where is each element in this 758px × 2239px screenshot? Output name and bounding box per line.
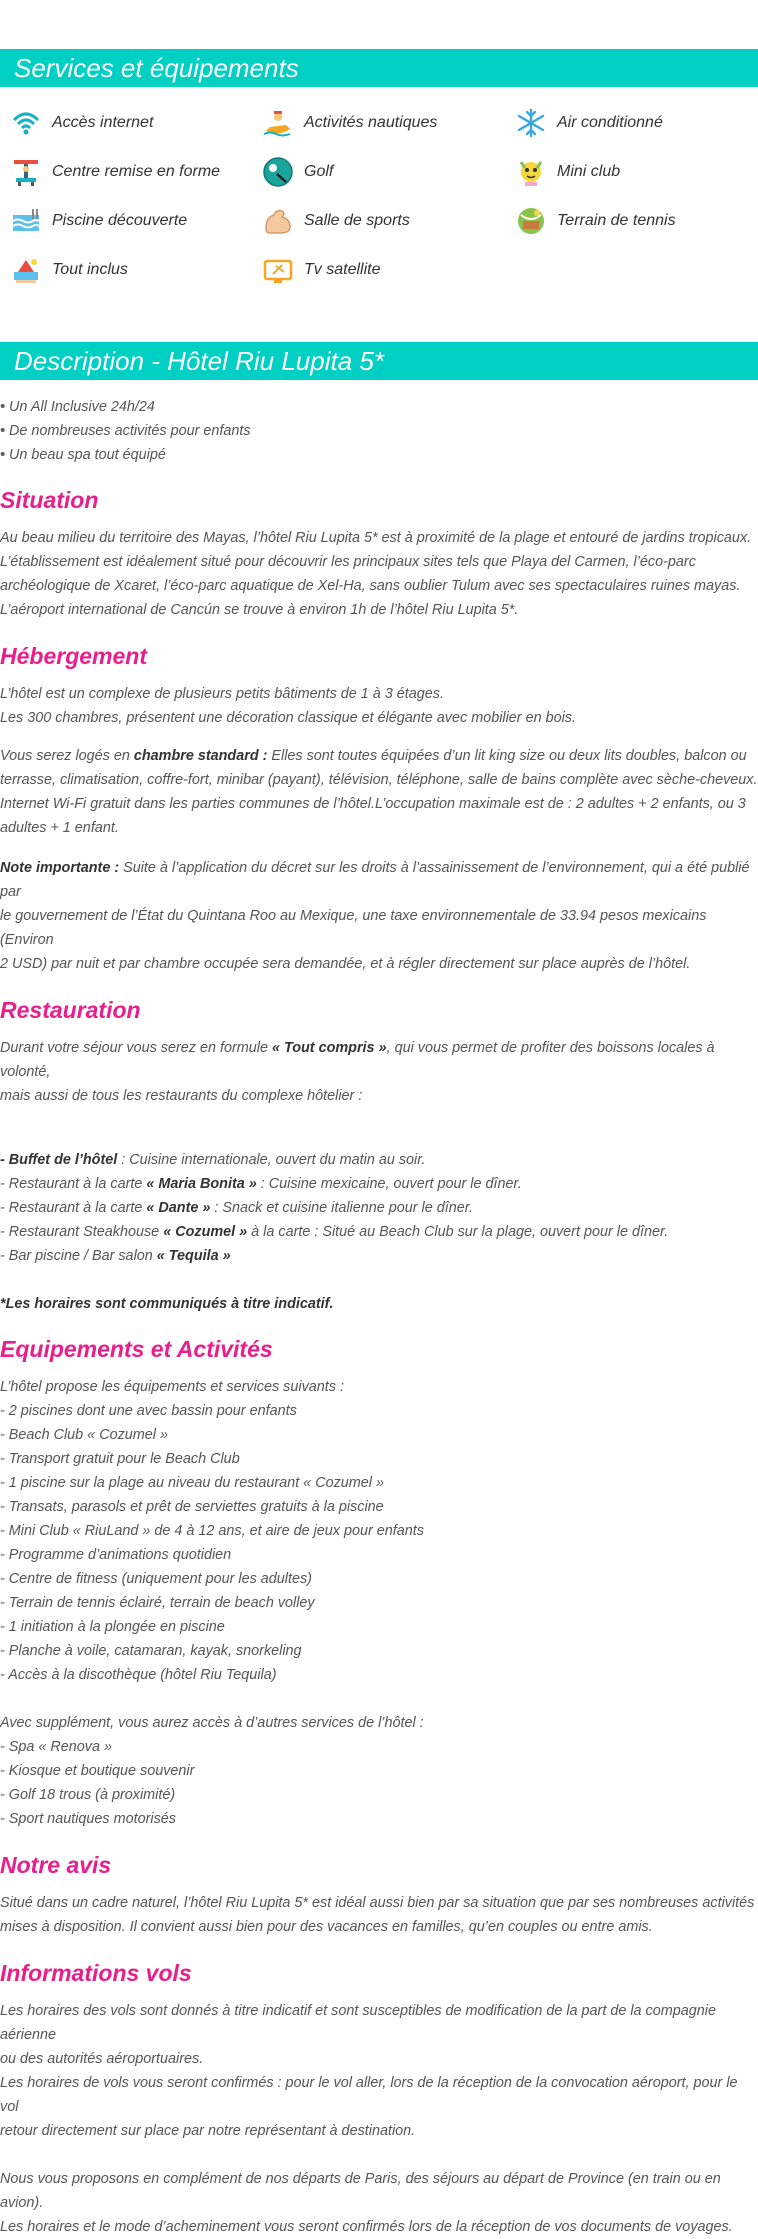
- restaurant-list: - Buffet de l’hôtel : Cuisine internationale, ouvert du matin au soir. - Restaurant à la carte « Maria Bonita » : Cuisine mexicaine, ouvert pour le dîner. - Restaurant à la carte « Dante » : Snack et cuisine italienne pour le dîner. - Restaurant Steakhouse « Cozumel » à la carte : Situé au Beach Club sur la plage, ouvert pour le dîner. - Bar piscine / Bar salon « Tequila »: [0, 1152, 669, 1264]
- service-item: Piscine découverte: [10, 203, 187, 239]
- section-title-situation: Situation: [0, 487, 99, 513]
- equipements-list: L’hôtel propose les équipements et services suivants : - 2 piscines dont une avec bassin pour enfants - Beach Club « Cozumel » - Transport gratuit pour le Beach Club - 1 piscine sur la plage au niveau du restaurant « Cozumel » - Transats, parasols et prêt de serviettes gratuits à la piscine - Mini Club « RiuLand » de 4 à 12 ans, et aire de jeux pour enfants - Programme d’animations quotidien - Centre de fitness (uniquement pour les adultes) - Terrain de tennis éclairé, terrain de beach volley - 1 initiation à la plongée en piscine - Planche à voile, catamaran, kayak, snorkeling - Accès à la discothèque (hôtel Riu Tequila): [0, 1379, 424, 1683]
- important-note: Note importante : Suite à l’application du décret sur les droits à l’assainissement de l’environnement, qui a été publié par le gouvernement de l’État du Quintana Roo au Mexique, une taxe environnementale de 33.94 pesos mexicains (Environ 2 USD) par nuit et par chambre occupée sera demandée, et à régler directement sur place auprès de l’hôtel.: [0, 860, 750, 972]
- highlights-list: [0, 395, 758, 467]
- services-title: Services et équipements: [0, 49, 758, 87]
- jet-ski-icon: [262, 107, 294, 139]
- snowflake-icon: [515, 107, 547, 139]
- golf-icon: [262, 156, 294, 188]
- service-item: Golf: [262, 154, 333, 190]
- kids-club-icon: [515, 156, 547, 188]
- section-title-hebergement: Hébergement: [0, 643, 147, 669]
- vols-text: Les horaires des vols sont donnés à titre indicatif et sont susceptibles de modification de la part de la compagnie aérienne ou des autorités aéroportuaires. Les horaires de vols vous seront confirmés : pour le vol aller, lors de la réception de la convocation aéroport, pour le vol retour directement sur place par notre représentant à destination.: [0, 2003, 738, 2139]
- service-item: Accès internet: [10, 105, 153, 141]
- service-item: Air conditionné: [515, 105, 663, 141]
- muscle-icon: [262, 205, 294, 237]
- service-item: Mini club: [515, 154, 620, 190]
- hours-note: *Les horaires sont communiqués à titre indicatif.: [0, 1296, 334, 1312]
- service-item: Terrain de tennis: [515, 203, 676, 239]
- section-title-restauration: Restauration: [0, 997, 141, 1023]
- section-title-avis: Notre avis: [0, 1852, 112, 1878]
- wifi-icon: [10, 107, 42, 139]
- all-inclusive-icon: [10, 254, 42, 286]
- service-item: Centre remise en forme: [10, 154, 220, 190]
- supplement-list: Avec supplément, vous aurez accès à d’autres services de l’hôtel : - Spa « Renova » - Kiosque et boutique souvenir - Golf 18 trous (à proximité) - Sport nautiques motorisés: [0, 1715, 424, 1827]
- description-title: Description - Hôtel Riu Lupita 5*: [0, 342, 758, 380]
- list-item: • Un All Inclusive 24h/24: [0, 399, 155, 415]
- section-title-equipements: Equipements et Activités: [0, 1336, 273, 1362]
- vols-province-text: Nous vous proposons en complément de nos départs de Paris, des séjours au départ de Province (en train ou en avion). Les horaires et le mode d’acheminement vous seront confirmés lors de la réception de vos documents de voyages.: [0, 2171, 733, 2235]
- tennis-icon: [515, 205, 547, 237]
- service-item: Tv satellite: [262, 252, 380, 288]
- situation-text: Au beau milieu du territoire des Mayas, l’hôtel Riu Lupita 5* est à proximité de la plage et entouré de jardins tropicaux. L’établissement est idéalement situé pour découvrir les principaux sites tels que Playa del Carmen, l’éco-parc archéologique de Xcaret, l’éco-parc aquatique de Xel-Ha, sans oublier Tulum avec ses spectaculaires ruines mayas. L’aéroport international de Cancún se trouve à environ 1h de l’hôtel Riu Lupita 5*.: [0, 530, 752, 618]
- service-item: Activités nautiques: [262, 105, 437, 141]
- pool-icon: [10, 205, 42, 237]
- tv-icon: [262, 254, 294, 286]
- section-title-vols: Informations vols: [0, 1960, 192, 1986]
- room-description: Vous serez logés en chambre standard : Elles sont toutes équipées d’un lit king size ou deux lits doubles, balcon ou terrasse, climatisation, coffre-fort, minibar (payant), télévision, téléphone, salle de bains complète avec sèche-cheveux. Internet Wi-Fi gratuit dans les parties communes de l’hôtel.L’occupation maximale est de : 2 adultes + 2 enfants, ou 3 adultes + 1 enfant.: [0, 748, 758, 836]
- fitness-icon: [10, 156, 42, 188]
- service-item: Tout inclus: [10, 252, 128, 288]
- hebergement-text: L’hôtel est un complexe de plusieurs petits bâtiments de 1 à 3 étages. Les 300 chambres, présentent une décoration classique et élégante avec mobilier en bois.: [0, 686, 576, 726]
- avis-text: Situé dans un cadre naturel, l’hôtel Riu Lupita 5* est idéal aussi bien par sa situation que par ses nombreuses activités mises à disposition. Il convient aussi bien pour des vacances en familles, qu’en couples ou entre amis.: [0, 1895, 755, 1935]
- restauration-intro: Durant votre séjour vous serez en formule « Tout compris », qui vous permet de profiter des boissons locales à volonté, mais aussi de tous les restaurants du complexe hôtelier :: [0, 1040, 715, 1104]
- service-item: Salle de sports: [262, 203, 410, 239]
- list-item: • Un beau spa tout équipé: [0, 447, 166, 463]
- list-item: • De nombreuses activités pour enfants: [0, 423, 251, 439]
- description-content: [0, 395, 758, 2239]
